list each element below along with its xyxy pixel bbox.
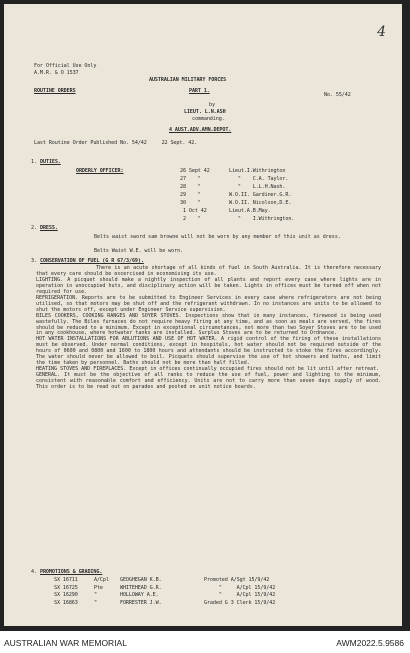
orderly-officer-label: ORDERLY OFFICER: — [76, 168, 124, 174]
amr-reference: A.M.R. & O 1537 — [34, 70, 79, 76]
duty-date: 1 Oct 42 — [180, 208, 207, 214]
promotion-no: SX 16725 — [54, 584, 78, 591]
duties-number: 1. — [31, 159, 37, 165]
fuel-paragraph: GENERAL. It must be the objective of all ranks to reduce the use of fuel, power and lighting to the minimum, consistent with reasonable comfort and efficiency. Units are not to carry more than seven days supply of wood. This order is to be read out on parades and posted on unit notice boards. — [36, 372, 381, 391]
promotion-note: Promoted A/Sgt 15/9/42 — [204, 577, 270, 583]
promotion-rank: Pte — [94, 584, 103, 591]
duty-date: 27 " — [180, 176, 201, 182]
promotion-name: HOLLOWAY A.E. — [120, 592, 159, 598]
duty-officer: " I.Withrington. — [229, 216, 295, 222]
duty-officer: Lieut.I.Withrington — [229, 168, 286, 174]
promotion-rank: " — [94, 592, 97, 598]
by-line: by — [209, 102, 215, 108]
duty-date: 2 " — [180, 216, 201, 222]
document-page — [4, 4, 402, 626]
promotion-name: FORRESTER J.W. — [120, 599, 162, 606]
commanding-officer: LIEUT. L.N.ASH — [184, 109, 226, 115]
promotion-no: SX 16863 — [54, 599, 78, 606]
fuel-paragraph: BILES COOKERS, COOKING RANGES AND SOYER STOVES. Inspections show that in many instances, firewood is being used wastefully. The Biles furnaces do not require heavy firing at any time, and as soon as meals are served, the fires should be reduced to a minimum. Except in exceptional circumstances, not more than two Soyer Stoves are to be used in any cookhouse, where hotwater tanks are installed. Surplus Stoves are to be returned to Ordnance. — [36, 312, 381, 337]
orders-heading: ROUTINE ORDERS — [34, 88, 76, 94]
depot-heading: 4 AUST.ADV.AMN.DEPOT. — [169, 127, 232, 133]
fuel-paragraph: REFRIGERATION. Reports are to be submitted to Engineer Services in every case where refrigerators are not being utilised, so that motors may be shut off and the refrigerant withdrawn. In no instances are units to be allowed to shut the motors off, except under Engineer Service supervision. — [36, 294, 381, 313]
duty-officer: W.O.II. Nicolson,D.E. — [229, 200, 292, 206]
force-heading: AUSTRALIAN MILITARY FORCES — [149, 77, 227, 83]
fuel-title: CONSERVATION OF FUEL (G R 67/3/69). — [40, 258, 144, 264]
commanding-line: commanding. — [192, 116, 225, 122]
handwritten-page-number: 4 — [377, 24, 386, 40]
order-number: No. 55/42 — [324, 92, 351, 98]
promotion-note: " A/Cpl 15/9/42 — [204, 592, 276, 598]
dress-text-2: Belts Waist W.E. will be worn. — [94, 248, 184, 254]
duty-date: 30 " — [180, 200, 201, 206]
fuel-number: 3. — [31, 258, 37, 264]
official-use-line: For Official Use Only — [34, 63, 97, 69]
part-heading: PART 1. — [189, 88, 210, 94]
fuel-body — [36, 266, 381, 391]
promotion-name: WHITEHEAD G.R. — [120, 584, 162, 591]
promotion-no: SX 16290 — [54, 592, 78, 598]
archive-reference: AWM2022.5.9586 — [336, 638, 404, 648]
duty-officer: Lieut.A.B.May. — [229, 208, 271, 214]
promotion-name: GEOGHEGAN K.B. — [120, 577, 162, 583]
promotion-note: " A/Cpl 15/9/42 — [204, 584, 276, 591]
duty-officer: " L.L.H.Nash. — [229, 184, 286, 190]
fuel-paragraph: HOT WATER INSTALLATIONS FOR ABLUTIONS AND USE OF HOT WATER. A rigid control of the firing of these installations must be observed. Under normal conditions, except in hospitals, hot water should not be required outside of the hours of 0600 and 0800 and 1600 to 1800 hours and attendants should be instructed to stoke the fires accordingly. The water should never be allowed to boil. Picquets should supervise the use of hot showers and baths, and limit the time taken by personnel. Baths should not be more than half filled. — [36, 336, 381, 367]
promotion-no: SX 16711 — [54, 577, 78, 583]
dress-text: Belts waist sword sam browne will not be worn by any member of this unit as dress. — [94, 234, 341, 240]
duties-title: DUTIES. — [40, 159, 61, 165]
dress-number: 2. — [31, 225, 37, 231]
last-order-line: Last Routine Order Published No. 54/42 22 Sept. 42. — [34, 140, 198, 146]
promotion-rank: A/Cpl — [94, 577, 109, 583]
duty-date: 29 " — [180, 192, 201, 198]
duty-date: 28 " — [180, 184, 201, 190]
promotion-note: Graded G 3 Clerk 15/9/42 — [204, 599, 276, 606]
fuel-paragraph: LIGHTING. A picquet should make a nightly inspection of all plants and report every case where lights are in operation in unoccupied huts, and disciplinary action will be taken. Lights in offices must be turned off when not required for use. — [36, 276, 381, 295]
fuel-paragraph: HEATING STOVES AND FIREPLACES. Except in offices continually occupied fires should not be lit until after retreat. — [36, 366, 380, 373]
dress-title: DRESS. — [40, 225, 58, 231]
duty-officer: " C.A. Taylor. — [229, 176, 289, 182]
promotions-title: PROMOTIONS & GRADING. — [40, 569, 103, 575]
promotions-number: 4. — [31, 569, 37, 575]
duty-officer: W.O.II. Gardiner.G.R. — [229, 192, 292, 198]
fuel-paragraph: There is an acute shortage of all kinds of fuel in South Australia. It is therefore necessary that every care should be excercised in economising its use. — [36, 265, 381, 277]
archive-footer — [0, 631, 410, 653]
archive-name: AUSTRALIAN WAR MEMORIAL — [4, 638, 127, 648]
promotion-rank: " — [94, 599, 97, 606]
duty-date: 26 Sept 42 — [180, 168, 210, 174]
